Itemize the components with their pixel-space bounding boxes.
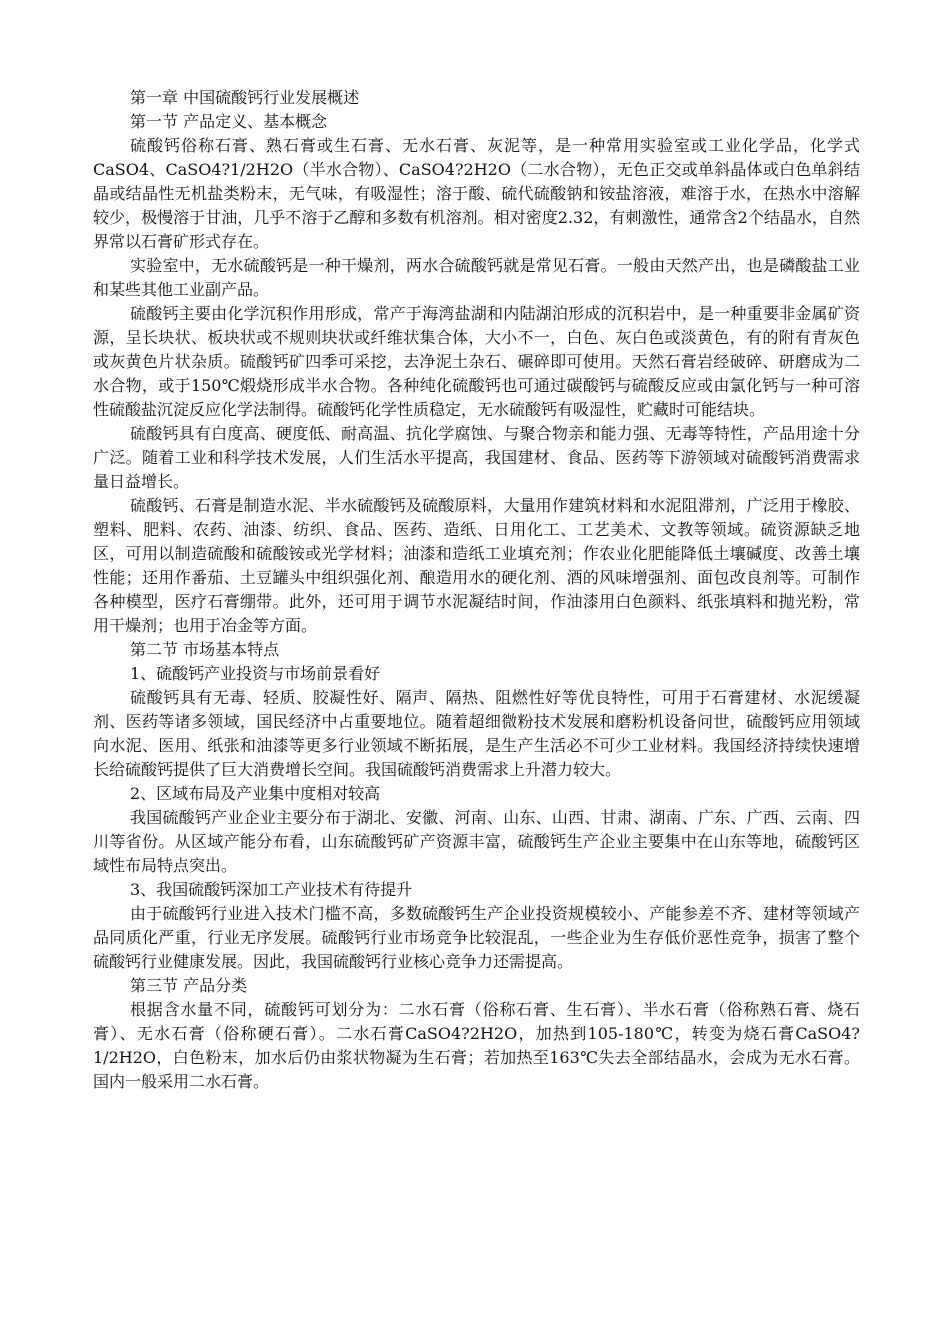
subsection-title-investment: 1、硫酸钙产业投资与市场前景看好 [130, 664, 381, 683]
section-title-market: 第二节 市场基本特点 [130, 640, 280, 659]
paragraph-formation: 硫酸钙主要由化学沉积作用形成，常产于海湾盐湖和内陆湖泊形成的沉积岩中，是一种重要非金属矿资源，呈长块状、板块状或不规则块状或纤维状集合体，大小不一，白色、灰白色或淡黄色，有的附有青灰色或灰黄色片状杂质。硫酸钙矿四季可采挖，去净泥土杂石、碾碎即可使用。天然石膏岩经破碎、研磨成为二水合物，或于150℃煅烧形成半水合物。各种纯化硫酸钙也可通过碳酸钙与硫酸反应或由氯化钙与一种可溶性硫酸盐沉淀反应化学法制得。硫酸钙化学性质稳定，无水硫酸钙有吸湿性，贮藏时可能结块。 [93, 304, 860, 419]
paragraph-properties: 硫酸钙具有白度高、硬度低、耐高温、抗化学腐蚀、与聚合物亲和能力强、无毒等特性，产品用途十分广泛。随着工业和科学技术发展，人们生活水平提高，我国建材、食品、医药等下游领域对硫酸钙消费需求量日益增长。 [93, 424, 860, 491]
document-page [93, 86, 860, 1094]
chapter-title: 第一章 中国硫酸钙行业发展概述 [130, 88, 360, 107]
paragraph-investment: 硫酸钙具有无毒、轻质、胶凝性好、隔声、隔热、阻燃性好等优良特性，可用于石膏建材、水泥缓凝剂、医药等诸多领域，国民经济中占重要地位。随着超细微粉技术发展和磨粉机设备问世，硫酸钙应用领域向水泥、医用、纸张和油漆等更多行业领域不断拓展，是生产生活必不可少工业材料。我国经济持续快速增长给硫酸钙提供了巨大消费增长空间。我国硫酸钙消费需求上升潜力较大。 [93, 688, 860, 779]
paragraph-classification: 根据含水量不同，硫酸钙可划分为：二水石膏（俗称石膏、生石膏）、半水石膏（俗称熟石膏、烧石膏）、无水石膏（俗称硬石膏）。二水石膏CaSO4?2H2O，加热到105-180℃，转变为烧石膏CaSO4?1/2H2O，白色粉末，加水后仍由浆状物凝为生石膏；若加热至163℃失去全部结晶水，会成为无水石膏。国内一般采用二水石膏。 [93, 1000, 860, 1091]
paragraph-applications: 硫酸钙、石膏是制造水泥、半水硫酸钙及硫酸原料，大量用作建筑材料和水泥阻滞剂，广泛用于橡胶、塑料、肥料、农药、油漆、纺织、食品、医药、造纸、日用化工、工艺美术、文教等领域。硫资源缺乏地区，可用以制造硫酸和硫酸铵或光学材料；油漆和造纸工业填充剂；作农业化肥能降低土壤碱度、改善土壤性能；还用作番茄、土豆罐头中组织强化剂、酿造用水的硬化剂、酒的风味增强剂、面包改良剂等。可制作各种模型，医疗石膏绷带。此外，还可用于调节水泥凝结时间，作油漆用白色颜料、纸张填料和抛光粉，常用干燥剂；也用于冶金等方面。 [93, 496, 860, 635]
subsection-title-regional: 2、区域布局及产业集中度相对较高 [130, 784, 381, 803]
paragraph-definition: 硫酸钙俗称石膏、熟石膏或生石膏、无水石膏、灰泥等，是一种常用实验室或工业化学品，化学式CaSO4、CaSO4?1/2H2O（半水合物）、CaSO4?2H2O（二水合物），无色正交或单斜晶体或白色单斜结晶或结晶性无机盐类粉末，无气味，有吸湿性；溶于酸、硫代硫酸钠和铵盐溶液，难溶于水，在热水中溶解较少，极慢溶于甘油，几乎不溶于乙醇和多数有机溶剂。相对密度2.32，有刺激性，通常含2个结晶水，自然界常以石膏矿形式存在。 [93, 136, 860, 251]
paragraph-regional: 我国硫酸钙产业企业主要分布于湖北、安徽、河南、山东、山西、甘肃、湖南、广东、广西、云南、四川等省份。从区域产能分布看，山东硫酸钙矿产资源丰富，硫酸钙生产企业主要集中在山东等地，硫酸钙区域性布局特点突出。 [93, 808, 860, 875]
paragraph-laboratory: 实验室中，无水硫酸钙是一种干燥剂，两水合硫酸钙就是常见石膏。一般由天然产出，也是磷酸盐工业和某些其他工业副产品。 [93, 256, 860, 299]
section-title-classification: 第三节 产品分类 [130, 976, 248, 995]
subsection-title-technology: 3、我国硫酸钙深加工产业技术有待提升 [130, 880, 413, 899]
paragraph-technology: 由于硫酸钙行业进入技术门槛不高，多数硫酸钙生产企业投资规模较小、产能参差不齐、建材等领域产品同质化严重，行业无序发展。硫酸钙行业市场竞争比较混乱，一些企业为生存低价恶性竞争，损害了整个硫酸钙行业健康发展。因此，我国硫酸钙行业核心竞争力还需提高。 [93, 904, 860, 971]
section-title-definition: 第一节 产品定义、基本概念 [130, 112, 328, 131]
